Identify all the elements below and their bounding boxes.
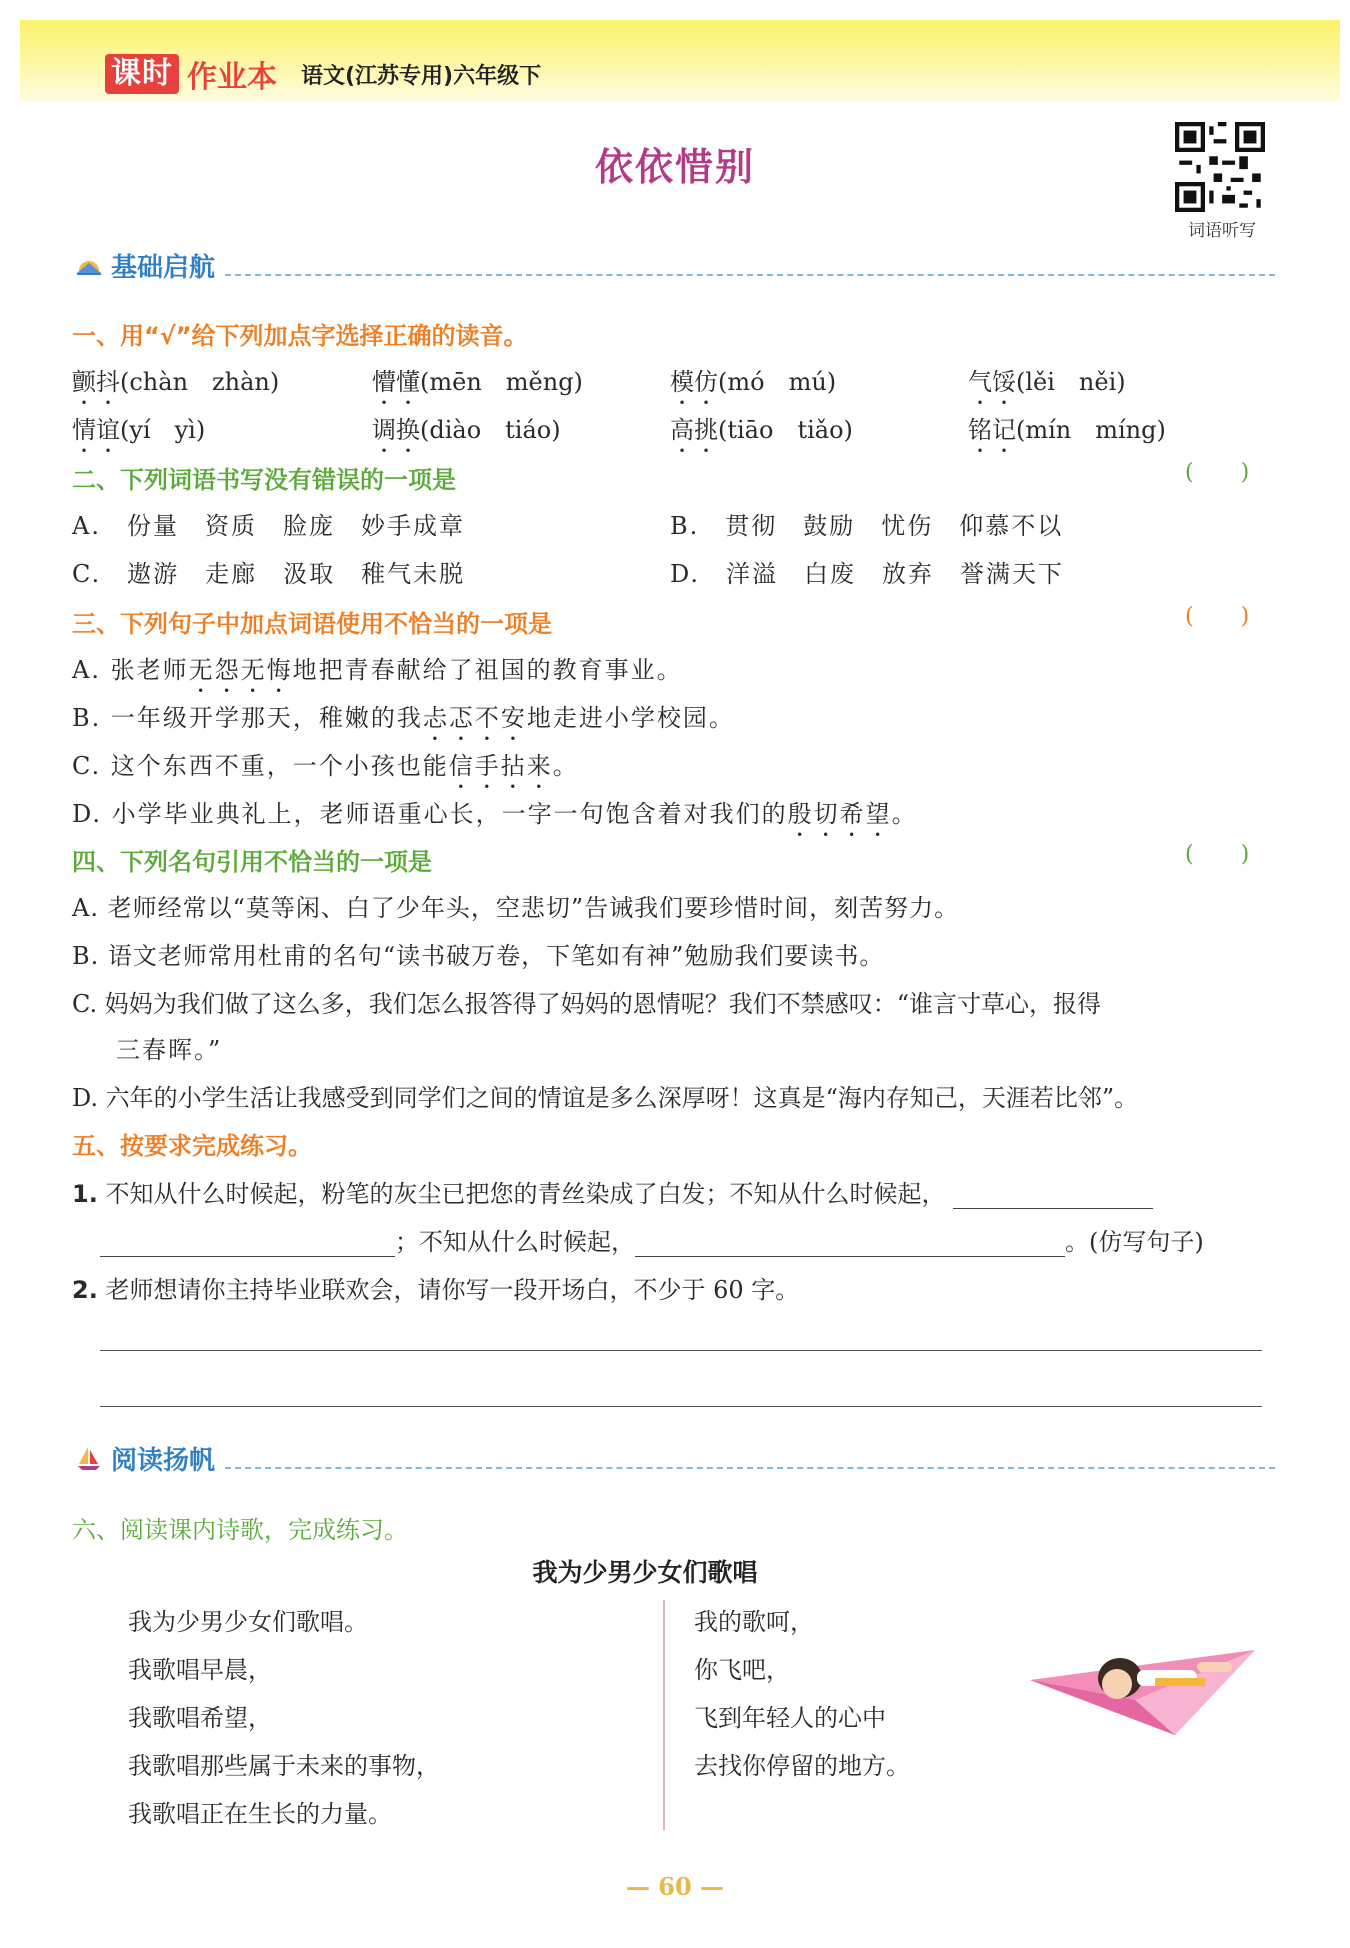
pinyin-item: 模仿(mó mú) [670,368,837,396]
poem-line: 我歌唱那些属于未来的事物， [128,1752,440,1780]
poem-left-column [128,1598,440,1838]
answer-line[interactable] [100,1350,1262,1351]
section-reading [75,1438,1275,1478]
option-b[interactable]: B. 语文老师常用杜甫的名句“读书破万卷，下笔如有神”勉励我们要读书。 [72,942,885,970]
option-d[interactable]: D. 小学毕业典礼上，老师语重心长，一字一句饱含着对我们的殷切希望。 [72,800,918,828]
brand-logo: 课时 [105,54,179,94]
option-b[interactable]: B. 贯彻 鼓励 忧伤 仰慕不以 [670,512,1064,540]
brand-name: 作业本 [187,60,277,95]
poem-line: 你飞吧， [694,1656,790,1684]
poem-line: 我为少男少女们歌唱。 [128,1608,368,1636]
question-2-heading: 二、下列词语书写没有错误的一项是 [72,466,456,494]
section-title: 基础启航 [111,252,216,283]
option-c[interactable]: C. 这个东西不重，一个小孩也能信手拈来。 [72,752,579,780]
option-b[interactable]: B. 一年级开学那天，稚嫩的我忐忑不安地走进小学校园。 [72,704,735,732]
poem-line: 飞到年轻人的心中 [694,1704,886,1732]
poem-right-column [694,1598,910,1790]
pinyin-item: 懵懂(mēn měng) [372,368,583,396]
option-d[interactable]: D. 洋溢 白废 放弃 誉满天下 [670,560,1065,588]
exercise-1: 1. 不知从什么时候起，粉笔的灰尘已把您的青丝染成了白发；不知从什么时候起， [72,1174,1153,1209]
question-4-heading: 四、下列名句引用不恰当的一项是 [72,848,432,876]
exercise-2: 2. 老师想请你主持毕业联欢会，请你写一段开场白，不少于 60 字。 [72,1276,800,1304]
section-divider [225,254,1275,276]
answer-blank[interactable] [100,1230,395,1257]
option-a[interactable]: A. 张老师无怨无悔地把青春献给了祖国的教育事业。 [72,656,683,684]
answer-blank[interactable] [953,1182,1153,1209]
option-a[interactable]: A. 份量 资质 脸庞 妙手成章 [72,512,465,540]
pinyin-item: 颤抖(chàn zhàn) [72,368,280,396]
section-title: 阅读扬帆 [111,1445,216,1476]
sunrise-icon [75,251,103,279]
exercise-1-line2: ；不知从什么时候起， 。(仿写句子) [100,1222,1204,1257]
option-d[interactable]: D. 六年的小学生活让我感受到同学们之间的情谊是多么深厚呀！这真是“海内存知己，天涯若比邻”。 [72,1084,1139,1112]
page-number: — 60 — [625,1872,725,1901]
paper-plane-girl-illustration [1025,1640,1260,1740]
question-6-heading: 六、阅读课内诗歌，完成练习。 [72,1516,408,1544]
poem-title: 我为少男少女们歌唱 [532,1558,758,1587]
pinyin-item: 高挑(tiāo tiǎo) [670,416,853,444]
sailboat-icon [75,1444,103,1472]
option-c-continued: 三春晖。” [116,1036,223,1064]
option-c[interactable]: C. 遨游 走廊 汲取 稚气未脱 [72,560,466,588]
pinyin-item: 铭记(mín míng) [968,416,1166,444]
answer-bracket[interactable]: ( ) [1185,842,1250,867]
option-a[interactable]: A. 老师经常以“莫等闲、白了少年头，空悲切”告诫我们要珍惜时间，刻苦努力。 [72,894,960,922]
option-c[interactable]: C. 妈妈为我们做了这么多，我们怎么报答得了妈妈的恩情呢？我们不禁感叹：“谁言寸草心，报得 [72,990,1102,1018]
section-divider [225,1447,1275,1469]
section-basic [75,245,1275,285]
answer-bracket[interactable]: ( ) [1185,604,1250,629]
answer-blank[interactable] [635,1230,1065,1257]
poem-line: 我歌唱早晨， [128,1656,272,1684]
poem-line: 我歌唱正在生长的力量。 [128,1800,392,1828]
pinyin-item: 调换(diào tiáo) [372,416,561,444]
page-title: 依依惜别 [594,145,755,189]
answer-line[interactable] [100,1406,1262,1407]
answer-bracket[interactable]: ( ) [1185,460,1250,485]
poem-divider [663,1600,665,1830]
pinyin-item: 气馁(lěi něi) [968,368,1126,396]
book-subtitle: 语文(江苏专用)六年级下 [301,63,542,89]
pinyin-item: 情谊(yí yì) [72,416,206,444]
qr-code-icon[interactable] [1175,122,1265,212]
question-5-heading: 五、按要求完成练习。 [72,1132,312,1160]
question-1-heading: 一、用“√”给下列加点字选择正确的读音。 [72,322,528,350]
poem-line: 我的歌呵， [694,1608,814,1636]
question-3-heading: 三、下列句子中加点词语使用不恰当的一项是 [72,610,552,638]
poem-line: 去找你停留的地方。 [694,1752,910,1780]
brand-bar [105,52,541,96]
poem-line: 我歌唱希望， [128,1704,272,1732]
qr-label: 词语听写 [1188,221,1256,241]
